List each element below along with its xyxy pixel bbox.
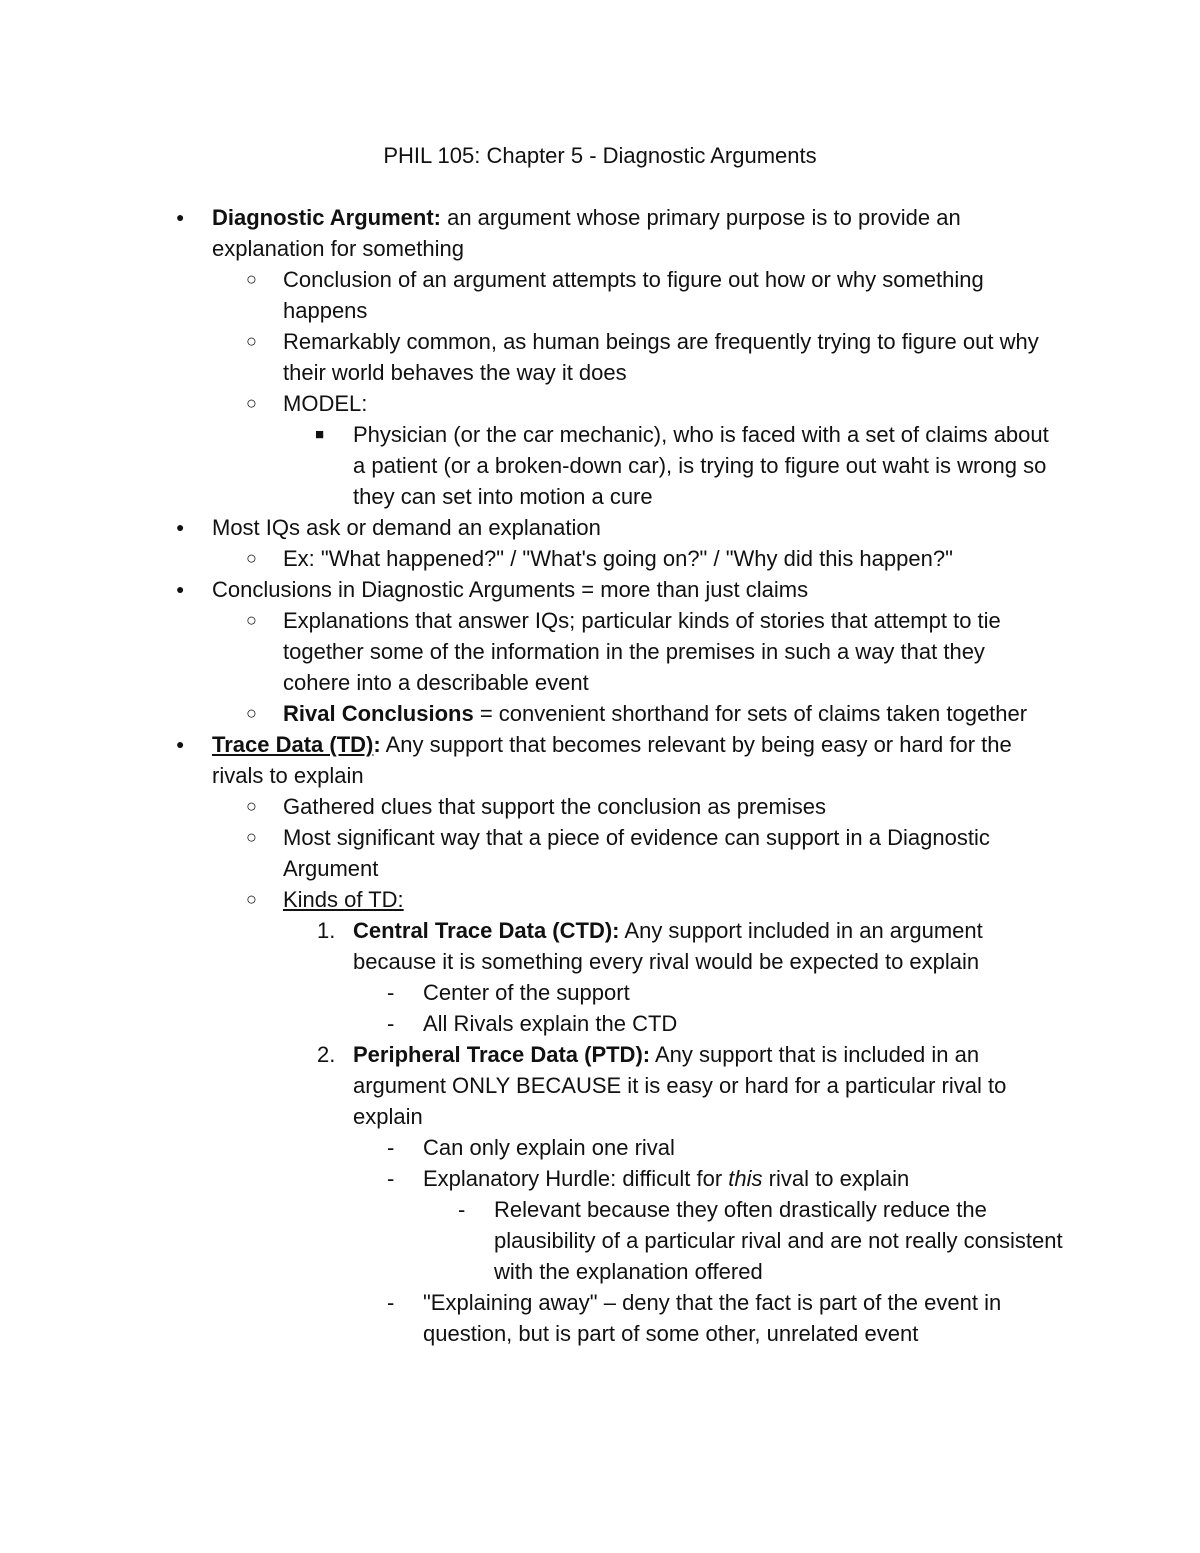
term-central-trace-data: Central Trace Data (CTD): <box>353 918 620 943</box>
item-text: an argument whose primary purpose is to provide an explanation for something <box>212 205 961 261</box>
item-text: Any support included in an argument because it is something every rival would be expected to explain <box>353 918 983 974</box>
item-text: Most IQs ask or demand an explanation <box>212 515 601 540</box>
item-text: Any support that becomes relevant by being easy or hard for the rivals to explain <box>212 732 1012 788</box>
item-text: All Rivals explain the CTD <box>423 1011 678 1036</box>
square-marker: ■ <box>315 426 325 443</box>
dash-marker: - <box>387 1290 395 1315</box>
list-item <box>317 915 1063 977</box>
term-trace-data: Trace Data (TD) <box>212 732 374 757</box>
item-text: Most significant way that a piece of evidence can support in a Diagnostic Argument <box>283 825 990 881</box>
circle-marker: ○ <box>246 703 257 723</box>
notes-list <box>0 202 1200 1349</box>
item-text: Remarkably common, as human beings are frequently trying to figure out why their world behaves the way it does <box>283 329 1039 385</box>
bullet-marker: ● <box>176 519 185 535</box>
term-rival-conclusions: Rival Conclusions <box>283 701 474 726</box>
list-item <box>387 1287 1063 1349</box>
number-marker: 2. <box>317 1042 336 1067</box>
page-title: PHIL 105: Chapter 5 - Diagnostic Arguments <box>383 143 817 168</box>
list-item <box>176 729 1052 791</box>
list-item <box>387 1163 1063 1194</box>
list-item <box>176 512 1052 543</box>
item-text: Any support that is included in an argument ONLY BECAUSE it is easy or hard for a particular rival to explain <box>353 1042 1007 1129</box>
list-item <box>387 1008 1063 1039</box>
circle-marker: ○ <box>246 269 257 289</box>
list-item <box>246 822 1058 884</box>
item-text: = convenient shorthand for sets of claims taken together <box>473 701 1028 726</box>
item-text: Can only explain one rival <box>423 1135 675 1160</box>
item-text: Kinds of TD: <box>283 887 404 912</box>
number-marker: 1. <box>317 918 336 943</box>
list-item <box>317 1039 1063 1132</box>
list-item <box>246 698 1058 729</box>
list-item <box>246 605 1058 698</box>
circle-marker: ○ <box>246 889 257 909</box>
item-text: Conclusions in Diagnostic Arguments = more than just claims <box>212 577 809 602</box>
item-text: Center of the support <box>423 980 630 1005</box>
term-peripheral-trace-data: Peripheral Trace Data (PTD): <box>353 1042 651 1067</box>
dash-marker: - <box>387 1011 395 1036</box>
item-text: Physician (or the car mechanic), who is faced with a set of claims about a patient (or a broken-down car), is trying to figure out waht is wrong so they can set into motion a cure <box>353 422 1049 509</box>
list-item <box>315 419 1063 512</box>
dash-marker: - <box>387 1135 395 1160</box>
bullet-marker: ● <box>176 736 185 752</box>
list-item <box>387 977 1063 1008</box>
term-colon: : <box>373 732 381 757</box>
list-item <box>176 202 1052 264</box>
bullet-marker: ● <box>176 209 185 225</box>
list-item <box>246 791 1058 822</box>
dash-marker: - <box>458 1197 466 1222</box>
circle-marker: ○ <box>246 331 257 351</box>
item-text: rival to explain <box>762 1166 910 1191</box>
list-item <box>458 1194 1064 1287</box>
list-item <box>246 543 1058 574</box>
list-item <box>246 884 1058 915</box>
item-text: Gathered clues that support the conclusion as premises <box>283 794 826 819</box>
item-text-italic: this <box>728 1166 763 1191</box>
bullet-marker: ● <box>176 581 185 597</box>
list-item <box>246 388 1058 419</box>
item-text: Relevant because they often drastically reduce the plausibility of a particular rival and are not really consistent with the explanation offered <box>494 1197 1063 1284</box>
item-text: Conclusion of an argument attempts to figure out how or why something happens <box>283 267 984 323</box>
dash-marker: - <box>387 1166 395 1191</box>
list-item <box>176 574 1052 605</box>
dash-marker: - <box>387 980 395 1005</box>
circle-marker: ○ <box>246 610 257 630</box>
item-text: Ex: "What happened?" / "What's going on?" / "Why did this happen?" <box>283 546 953 571</box>
item-text: Explanatory Hurdle: difficult for <box>423 1166 729 1191</box>
term-diagnostic-argument: Diagnostic Argument: <box>212 205 441 230</box>
item-text: MODEL: <box>283 391 368 416</box>
circle-marker: ○ <box>246 827 257 847</box>
item-text: "Explaining away" – deny that the fact is part of the event in question, but is part of some other, unrelated event <box>423 1290 1002 1346</box>
item-text: Explanations that answer IQs; particular kinds of stories that attempt to tie together some of the information in the premises in such a way that they cohere into a describable event <box>283 608 1001 695</box>
list-item <box>246 326 1058 388</box>
circle-marker: ○ <box>246 393 257 413</box>
list-item <box>246 264 1058 326</box>
circle-marker: ○ <box>246 796 257 816</box>
list-item <box>387 1132 1063 1163</box>
circle-marker: ○ <box>246 548 257 568</box>
